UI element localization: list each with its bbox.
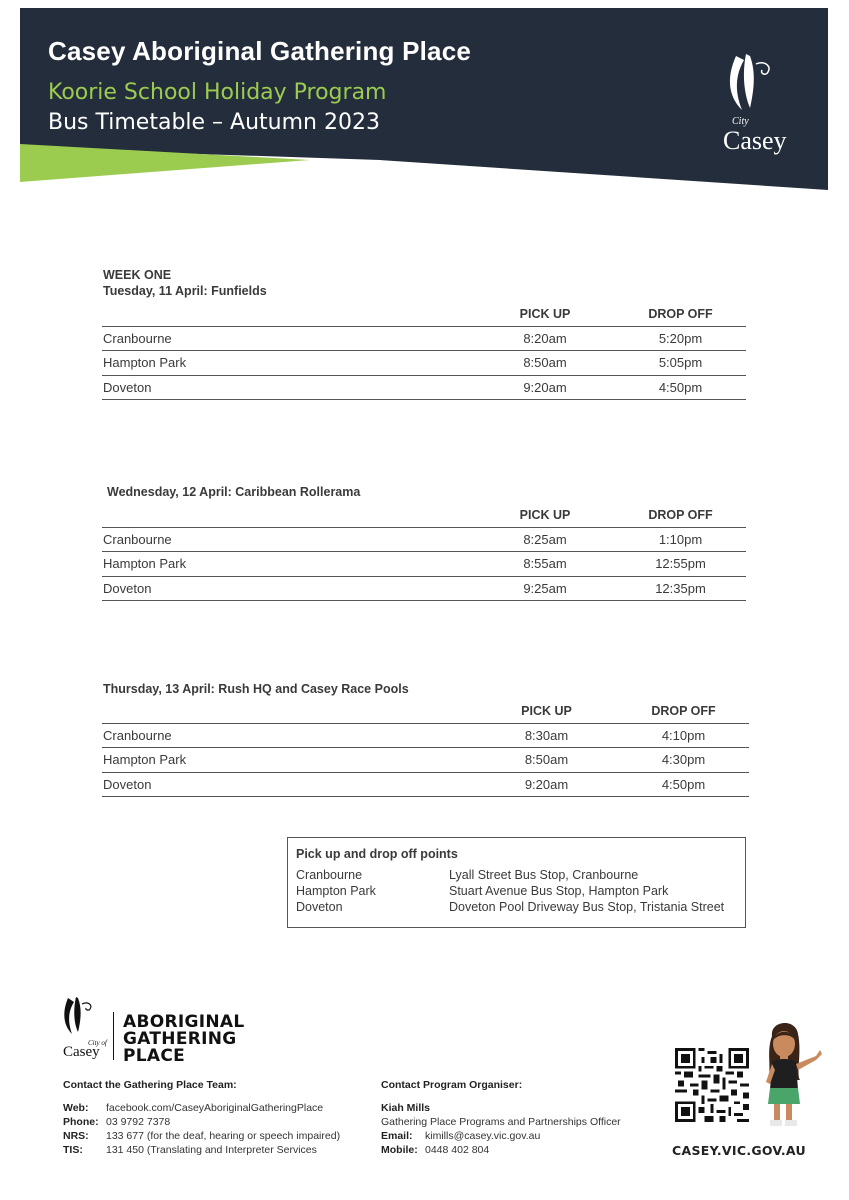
pickup-points-box — [287, 837, 746, 928]
pickup-cell: 8:30am — [475, 723, 618, 748]
dropoff-cell: 1:10pm — [615, 527, 746, 552]
table-row — [102, 723, 749, 748]
location-cell: Cranbourne — [102, 527, 475, 552]
team-nrs-row — [63, 1130, 340, 1142]
organiser-email-row — [381, 1130, 540, 1142]
day-title-thursday: Thursday, 13 April: Rush HQ and Casey Race Pools — [103, 682, 409, 696]
column-header-dropoff: DROP OFF — [615, 302, 746, 326]
logo-city-text: City — [732, 116, 749, 127]
week-label: WEEK ONE — [103, 268, 172, 282]
logo-line-3: PLACE — [123, 1046, 186, 1066]
organiser-avatar-icon — [758, 1018, 830, 1130]
footer-logo-city-of: City of — [88, 1039, 107, 1047]
pickup-cell: 9:25am — [475, 576, 615, 601]
organiser-name: Kiah Mills — [381, 1102, 431, 1114]
day-title-wednesday: Wednesday, 12 April: Caribbean Rollerama — [107, 485, 361, 499]
pickup-cell: 8:50am — [475, 748, 618, 773]
organiser-role: Gathering Place Programs and Partnerships Officer — [381, 1116, 621, 1128]
location-cell: Hampton Park — [102, 351, 475, 376]
team-web-row — [63, 1102, 323, 1114]
pickup-cell: 9:20am — [475, 375, 615, 400]
dropoff-cell: 12:55pm — [615, 552, 746, 577]
web-link[interactable]: facebook.com/CaseyAboriginalGatheringPlace — [106, 1102, 324, 1114]
table-row — [102, 326, 746, 351]
mobile-value: 0448 402 804 — [425, 1144, 490, 1156]
column-header-pickup: PICK UP — [475, 699, 618, 723]
location-cell: Hampton Park — [102, 552, 475, 577]
website-url[interactable]: CASEY.VIC.GOV.AU — [672, 1143, 806, 1158]
pickup-cell: 8:55am — [475, 552, 615, 577]
location-cell: Doveton — [102, 375, 475, 400]
table-header-row — [102, 302, 746, 326]
timetable-tuesday — [102, 302, 746, 400]
page-title: Casey Aboriginal Gathering Place — [48, 36, 472, 66]
pickup-cell: 9:20am — [475, 772, 618, 797]
team-tis-row — [63, 1144, 317, 1156]
logo-line-2: GATHERING — [123, 1029, 237, 1049]
nrs-label: NRS: — [63, 1130, 89, 1142]
email-label: Email: — [381, 1130, 413, 1142]
dropoff-cell: 12:35pm — [615, 576, 746, 601]
nrs-value: 133 677 (for the deaf, hearing or speech impaired) — [106, 1130, 341, 1142]
pickup-points-title: Pick up and drop off points — [296, 847, 458, 861]
team-phone-row — [63, 1116, 170, 1128]
location-cell: Doveton — [102, 772, 475, 797]
timetable-wednesday — [102, 503, 746, 601]
logo-casey-text: Casey — [723, 126, 787, 155]
table-row — [102, 351, 746, 376]
pickup-location: Doveton — [296, 900, 343, 914]
gathering-place-logo-text — [123, 1014, 244, 1065]
column-header-location — [102, 699, 475, 723]
dropoff-cell: 4:50pm — [618, 772, 749, 797]
column-header-pickup: PICK UP — [475, 503, 615, 527]
footer-logo-casey: Casey — [63, 1044, 100, 1060]
phone-label: Phone: — [63, 1116, 99, 1128]
table-row — [102, 772, 749, 797]
pickup-cell: 8:50am — [475, 351, 615, 376]
organiser-contact-heading: Contact Program Organiser: — [381, 1079, 523, 1091]
qr-code-icon[interactable] — [675, 1048, 749, 1122]
dropoff-cell: 4:50pm — [615, 375, 746, 400]
dropoff-cell: 4:10pm — [618, 723, 749, 748]
tis-value: 131 450 (Translating and Interpreter Services — [106, 1144, 317, 1156]
column-header-location — [102, 503, 475, 527]
day-title-tuesday: Tuesday, 11 April: Funfields — [103, 284, 267, 298]
table-row — [102, 527, 746, 552]
pickup-location: Cranbourne — [296, 868, 363, 882]
pickup-stop: Doveton Pool Driveway Bus Stop, Tristania Street — [449, 900, 725, 914]
header-banner — [20, 8, 828, 190]
location-cell: Doveton — [102, 576, 475, 601]
pickup-location: Hampton Park — [296, 884, 376, 898]
location-cell: Cranbourne — [102, 326, 475, 351]
mobile-label: Mobile: — [381, 1144, 418, 1156]
tis-label: TIS: — [63, 1144, 83, 1156]
column-header-dropoff: DROP OFF — [615, 503, 746, 527]
table-row — [102, 552, 746, 577]
column-header-location — [102, 302, 475, 326]
logo-line-1: ABORIGINAL — [123, 1012, 245, 1032]
dropoff-cell: 5:05pm — [615, 351, 746, 376]
pickup-stop: Stuart Avenue Bus Stop, Hampton Park — [449, 884, 669, 898]
table-header-row — [102, 503, 746, 527]
email-link[interactable]: kimills@casey.vic.gov.au — [425, 1130, 541, 1142]
location-cell: Cranbourne — [102, 723, 475, 748]
table-row — [102, 576, 746, 601]
location-cell: Hampton Park — [102, 748, 475, 773]
table-row — [102, 375, 746, 400]
team-contact-heading: Contact the Gathering Place Team: — [63, 1079, 237, 1091]
table-header-row — [102, 699, 749, 723]
dropoff-cell: 4:30pm — [618, 748, 749, 773]
pickup-cell: 8:25am — [475, 527, 615, 552]
pickup-stop: Lyall Street Bus Stop, Cranbourne — [449, 868, 639, 882]
phone-value: 03 9792 7378 — [106, 1116, 171, 1128]
pickup-cell: 8:20am — [475, 326, 615, 351]
logo-divider — [113, 1012, 114, 1060]
program-title: Koorie School Holiday Program — [48, 80, 387, 105]
organiser-mobile-row — [381, 1144, 489, 1156]
timetable-thursday — [102, 699, 749, 797]
column-header-dropoff: DROP OFF — [618, 699, 749, 723]
web-label: Web: — [63, 1102, 89, 1114]
dropoff-cell: 5:20pm — [615, 326, 746, 351]
column-header-pickup: PICK UP — [475, 302, 615, 326]
timetable-title: Bus Timetable – Autumn 2023 — [48, 110, 380, 135]
table-row — [102, 748, 749, 773]
